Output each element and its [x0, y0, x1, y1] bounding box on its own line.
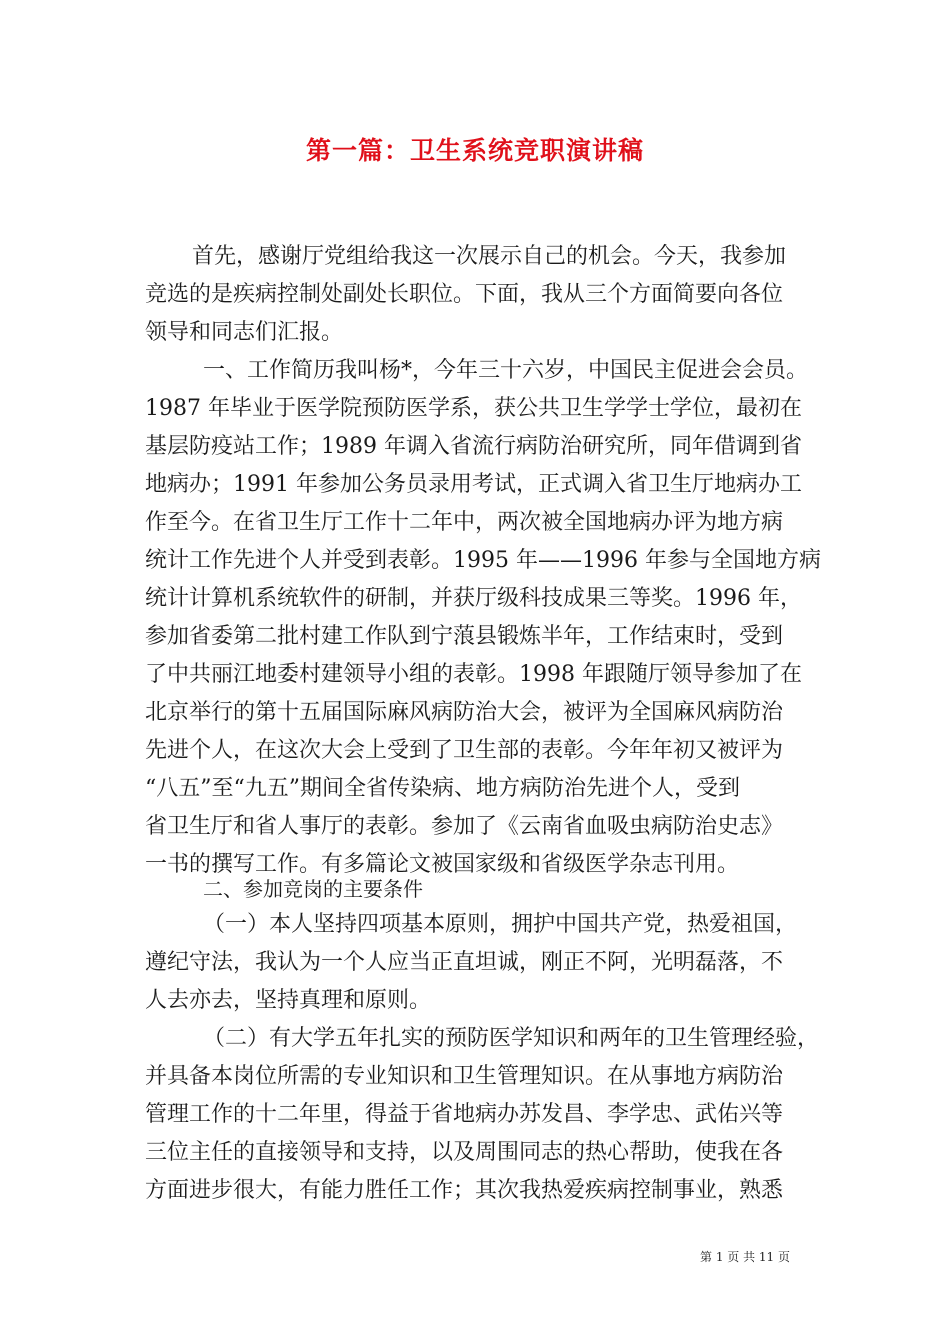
section-heading: 二、参加竞岗的主要条件: [203, 877, 423, 901]
body-line: 1987 年毕业于医学院预防医学系，获公共卫生学学士学位，最初在: [145, 396, 802, 421]
body-line: 地病办；1991 年参加公务员录用考试，正式调入省卫生厅地病办工: [145, 472, 802, 497]
body-line: 人去亦去，坚持真理和原则。: [145, 988, 432, 1013]
body-line: 遵纪守法，我认为一个人应当正直坦诚，刚正不阿，光明磊落，不: [145, 950, 784, 975]
body-line: 统计计算机系统软件的研制，并获厅级科技成果三等奖。1996 年，: [145, 586, 802, 611]
body-line: 领导和同志们汇报。: [145, 320, 344, 345]
page-number: 第 1 页 共 11 页: [700, 1250, 790, 1264]
body-line: 首先，感谢厅党组给我这一次展示自己的机会。今天，我参加: [192, 244, 787, 269]
body-line: 基层防疫站工作；1989 年调入省流行病防治研究所，同年借调到省: [145, 434, 802, 459]
body-line: 方面进步很大，有能力胜任工作；其次我热爱疾病控制事业，熟悉: [145, 1178, 784, 1203]
body-line: 作至今。在省卫生厅工作十二年中，两次被全国地病办评为地方病: [145, 510, 784, 535]
body-line: 一书的撰写工作。有多篇论文被国家级和省级医学杂志刊用。: [145, 852, 740, 877]
body-line: 一、工作简历我叫杨*，今年三十六岁，中国民主促进会会员。: [203, 358, 809, 383]
body-line: 三位主任的直接领导和支持，以及周围同志的热心帮助，使我在各: [145, 1140, 784, 1165]
body-line: 统计工作先进个人并受到表彰。1995 年——1996 年参与全国地方病: [145, 548, 821, 573]
body-line: （一）本人坚持四项基本原则，拥护中国共产党，热爱祖国，: [203, 912, 798, 937]
document-title: 第一篇：卫生系统竞职演讲稿: [305, 136, 644, 165]
body-line: 先进个人，在这次大会上受到了卫生部的表彰。今年年初又被评为: [145, 738, 784, 763]
body-line: 参加省委第二批村建工作队到宁蒗县锻炼半年，工作结束时，受到: [145, 624, 784, 649]
body-line: （二）有大学五年扎实的预防医学知识和两年的卫生管理经验，: [203, 1026, 820, 1051]
body-line: 了中共丽江地委村建领导小组的表彰。1998 年跟随厅领导参加了在: [145, 662, 802, 687]
body-line: 竞选的是疾病控制处副处长职位。下面，我从三个方面简要向各位: [145, 282, 784, 307]
body-line: 并具备本岗位所需的专业知识和卫生管理知识。在从事地方病防治: [145, 1064, 784, 1089]
body-line: 省卫生厅和省人事厅的表彰。参加了《云南省血吸虫病防治史志》: [145, 814, 784, 839]
body-line: 管理工作的十二年里，得益于省地病办苏发昌、李学忠、武佑兴等: [145, 1102, 784, 1127]
body-line: 北京举行的第十五届国际麻风病防治大会，被评为全国麻风病防治: [145, 700, 784, 725]
body-line: “八五”至“九五”期间全省传染病、地方病防治先进个人，受到: [145, 776, 740, 801]
